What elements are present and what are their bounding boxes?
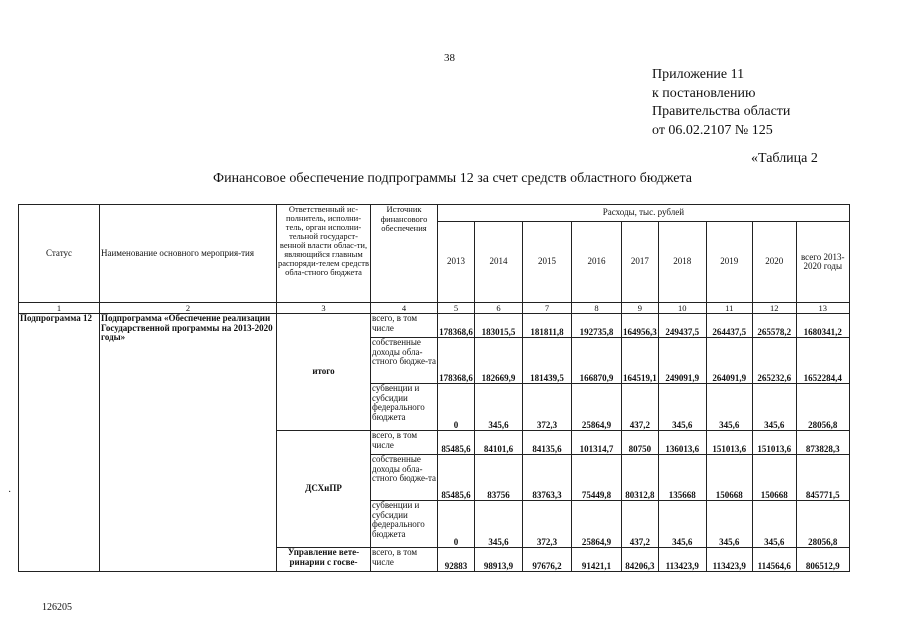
value-cell: 85485,6 <box>438 455 475 501</box>
value-cell: 25864,9 <box>572 384 622 431</box>
value-cell: 91421,1 <box>572 548 622 572</box>
value-cell: 178368,6 <box>438 314 475 338</box>
index-row <box>19 303 850 314</box>
value-cell: 249437,5 <box>658 314 706 338</box>
value-cell: 345,6 <box>752 501 796 548</box>
header-status: Статус <box>19 205 100 303</box>
value-cell: 28056,8 <box>796 384 849 431</box>
margin-mark: · <box>8 487 12 498</box>
value-cell: 345,6 <box>475 501 523 548</box>
appendix-note <box>652 66 790 140</box>
value-cell: 80750 <box>622 431 659 455</box>
source-cell: всего, в том числе <box>371 431 438 455</box>
footer-code: 126205 <box>42 602 72 613</box>
value-cell: 1652284,4 <box>796 338 849 384</box>
value-cell: 182669,9 <box>475 338 523 384</box>
value-cell: 0 <box>438 384 475 431</box>
appendix-line: от 06.02.2107 № 125 <box>652 122 773 138</box>
value-cell: 150668 <box>752 455 796 501</box>
value-cell: 164519,1 <box>622 338 659 384</box>
finance-table <box>18 204 850 572</box>
value-cell: 28056,8 <box>796 501 849 548</box>
header-year: 2020 <box>752 222 796 303</box>
source-cell: всего, в том числе <box>371 314 438 338</box>
header-source: Источник финансового обеспечения <box>371 205 438 303</box>
value-cell: 83763,3 <box>523 455 572 501</box>
header-year: 2017 <box>622 222 659 303</box>
value-cell: 345,6 <box>658 501 706 548</box>
value-cell: 98913,9 <box>475 548 523 572</box>
value-cell: 249091,9 <box>658 338 706 384</box>
value-cell: 150668 <box>706 455 752 501</box>
value-cell: 183015,5 <box>475 314 523 338</box>
index-cell: 10 <box>658 303 706 314</box>
value-cell: 114564,6 <box>752 548 796 572</box>
index-cell: 8 <box>572 303 622 314</box>
value-cell: 80312,8 <box>622 455 659 501</box>
value-cell: 845771,5 <box>796 455 849 501</box>
value-cell: 178368,6 <box>438 338 475 384</box>
appendix-line: Правительства области <box>652 104 791 119</box>
source-cell: собственные доходы обла-стного бюдже-та <box>371 455 438 501</box>
appendix-line: к постановлению <box>652 85 756 101</box>
header-total: всего 2013-2020 годы <box>796 222 849 303</box>
value-cell: 92883 <box>438 548 475 572</box>
header-expenses: Расходы, тыс. рублей <box>438 205 850 222</box>
index-cell: 2 <box>100 303 277 314</box>
value-cell: 84206,3 <box>622 548 659 572</box>
value-cell: 181439,5 <box>523 338 572 384</box>
index-cell: 11 <box>706 303 752 314</box>
value-cell: 345,6 <box>706 384 752 431</box>
value-cell: 181811,8 <box>523 314 572 338</box>
appendix-line: Приложение 11 <box>652 67 745 82</box>
source-cell: всего, в том числе <box>371 548 438 572</box>
value-cell: 1680341,2 <box>796 314 849 338</box>
status-cell: Подпрограмма 12 <box>19 314 100 572</box>
table-label: «Таблица 2 <box>751 151 818 166</box>
header-name: Наименование основного мероприя-тия <box>100 205 277 303</box>
index-cell: 3 <box>277 303 371 314</box>
executor-cell: ДСХиПР <box>277 431 371 548</box>
value-cell: 345,6 <box>706 501 752 548</box>
value-cell: 0 <box>438 501 475 548</box>
header-executor: Ответственный ис-полнитель, исполни-тель, орган исполни-тельной государст-венной власти облас-ти, являющийся главным распоряди-телем средств обла-стного бюджета <box>277 205 371 303</box>
value-cell: 151013,6 <box>706 431 752 455</box>
value-cell: 265232,6 <box>752 338 796 384</box>
index-cell: 9 <box>622 303 659 314</box>
table-row <box>19 314 850 338</box>
header-year: 2015 <box>523 222 572 303</box>
value-cell: 264437,5 <box>706 314 752 338</box>
value-cell: 135668 <box>658 455 706 501</box>
header-row <box>19 205 850 222</box>
value-cell: 372,3 <box>523 501 572 548</box>
value-cell: 101314,7 <box>572 431 622 455</box>
value-cell: 806512,9 <box>796 548 849 572</box>
index-cell: 4 <box>371 303 438 314</box>
value-cell: 84101,6 <box>475 431 523 455</box>
value-cell: 437,2 <box>622 384 659 431</box>
value-cell: 345,6 <box>658 384 706 431</box>
document-title: Финансовое обеспечение подпрограммы 12 за счет средств областного бюджета <box>213 171 692 186</box>
value-cell: 265578,2 <box>752 314 796 338</box>
header-year: 2014 <box>475 222 523 303</box>
executor-cell: итого <box>277 314 371 431</box>
index-cell: 6 <box>475 303 523 314</box>
index-cell: 12 <box>752 303 796 314</box>
executor-cell: Управление вете-ринарии с госве- <box>277 548 371 572</box>
value-cell: 372,3 <box>523 384 572 431</box>
value-cell: 113423,9 <box>706 548 752 572</box>
value-cell: 345,6 <box>475 384 523 431</box>
value-cell: 151013,6 <box>752 431 796 455</box>
index-cell: 13 <box>796 303 849 314</box>
page-number: 38 <box>444 52 455 64</box>
header-year: 2019 <box>706 222 752 303</box>
value-cell: 25864,9 <box>572 501 622 548</box>
header-year: 2016 <box>572 222 622 303</box>
value-cell: 437,2 <box>622 501 659 548</box>
index-cell: 5 <box>438 303 475 314</box>
value-cell: 84135,6 <box>523 431 572 455</box>
value-cell: 166870,9 <box>572 338 622 384</box>
value-cell: 873828,3 <box>796 431 849 455</box>
source-cell: субвенции и субсидии федерального бюджета <box>371 501 438 548</box>
header-year: 2018 <box>658 222 706 303</box>
value-cell: 192735,8 <box>572 314 622 338</box>
value-cell: 85485,6 <box>438 431 475 455</box>
source-cell: собственные доходы обла-стного бюдже-та <box>371 338 438 384</box>
value-cell: 113423,9 <box>658 548 706 572</box>
index-cell: 7 <box>523 303 572 314</box>
value-cell: 264091,9 <box>706 338 752 384</box>
index-cell: 1 <box>19 303 100 314</box>
value-cell: 75449,8 <box>572 455 622 501</box>
source-cell: субвенции и субсидии федерального бюджета <box>371 384 438 431</box>
value-cell: 97676,2 <box>523 548 572 572</box>
value-cell: 164956,3 <box>622 314 659 338</box>
value-cell: 345,6 <box>752 384 796 431</box>
value-cell: 83756 <box>475 455 523 501</box>
value-cell: 136013,6 <box>658 431 706 455</box>
name-cell: Подпрограмма «Обеспечение реализации Государственной программы на 2013-2020 годы» <box>100 314 277 572</box>
header-year: 2013 <box>438 222 475 303</box>
